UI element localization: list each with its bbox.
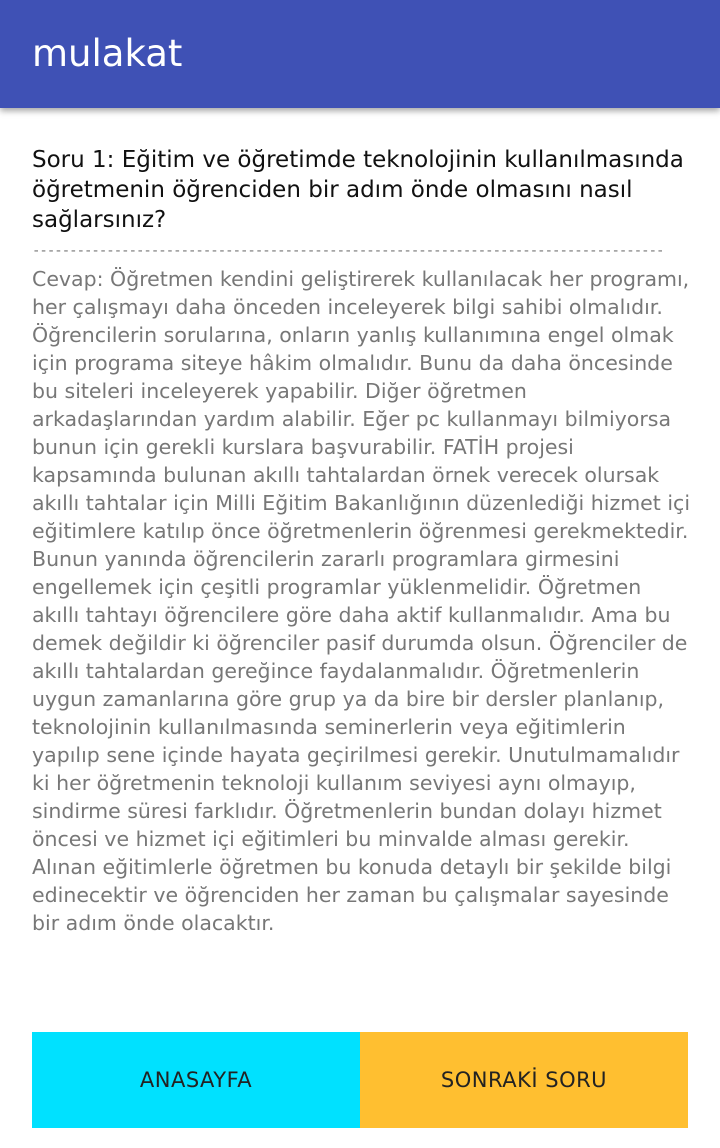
app-bar [0, 0, 720, 108]
home-button[interactable]: ANASAYFA [32, 1032, 360, 1128]
divider-line: ------------------------------------------------------------------------------------- [32, 243, 664, 259]
question-text: Soru 1: Eğitim ve öğretimde teknolojinin kullanılmasında öğretmenin öğrenciden bir adım önde olmasını nasıl sağlarsınız? [32, 147, 684, 233]
app-title: mulakat [32, 32, 183, 75]
next-question-button[interactable]: SONRAKİ SORU [360, 1032, 688, 1128]
answer-text: Cevap: Öğretmen kendini geliştirerek kullanılacak her programı, her çalışmayı daha önceden inceleyerek bilgi sahibi olmalıdır. Öğrencilerin sorularına, onların yanlış kullanımına engel olmak için programa siteye hâkim olmalıdır. Bunu da daha öncesinde bu siteleri inceleyerek yapabilir. Diğer öğretmen arkadaşlarından yardım alabilir. Eğer pc kullanmayı bilmiyorsa bunun için gerekli kurslara başvurabilir. FATİH projesi kapsamında bulunan akıllı tahtalardan örnek verecek olursak akıllı tahtalar için Milli Eğitim Bakanlığının düzenlediği hizmet içi eğitimlere katılıp önce öğretmenlerin öğrenmesi gerekmektedir. Bunun yanında öğrencilerin zararlı programlara girmesini engellemek için çeşitli programlar yüklenmelidir. Öğretmen akıllı tahtayı öğrencilere göre daha aktif kullanmalıdır. Ama bu demek değildir ki öğrenciler pasif durumda olsun. Öğrenciler de akıllı tahtalardan gereğince faydalanmalıdır. Öğretmenlerin uygun zamanlarına göre grup ya da bire bir dersler planlanıp, teknolojinin kullanılmasında seminerlerin veya eğitimlerin yapılıp sene içinde hayata geçirilmesi gerekir. Unutulmamalıdır ki her öğretmenin teknoloji kullanım seviyesi aynı olmayıp, sindirme süresi farklıdır. Öğretmenlerin bundan dolayı hizmet öncesi ve hizmet içi eğitimleri bu minvalde alması gerekir. Alınan eğitimlerle öğretmen bu konuda detaylı bir şekilde bilgi edinecektir ve öğrenciden her zaman bu çalışmalar sayesinde bir adım önde olacaktır. [32, 267, 691, 935]
question-content [32, 145, 692, 937]
bottom-button-bar [32, 1032, 688, 1128]
